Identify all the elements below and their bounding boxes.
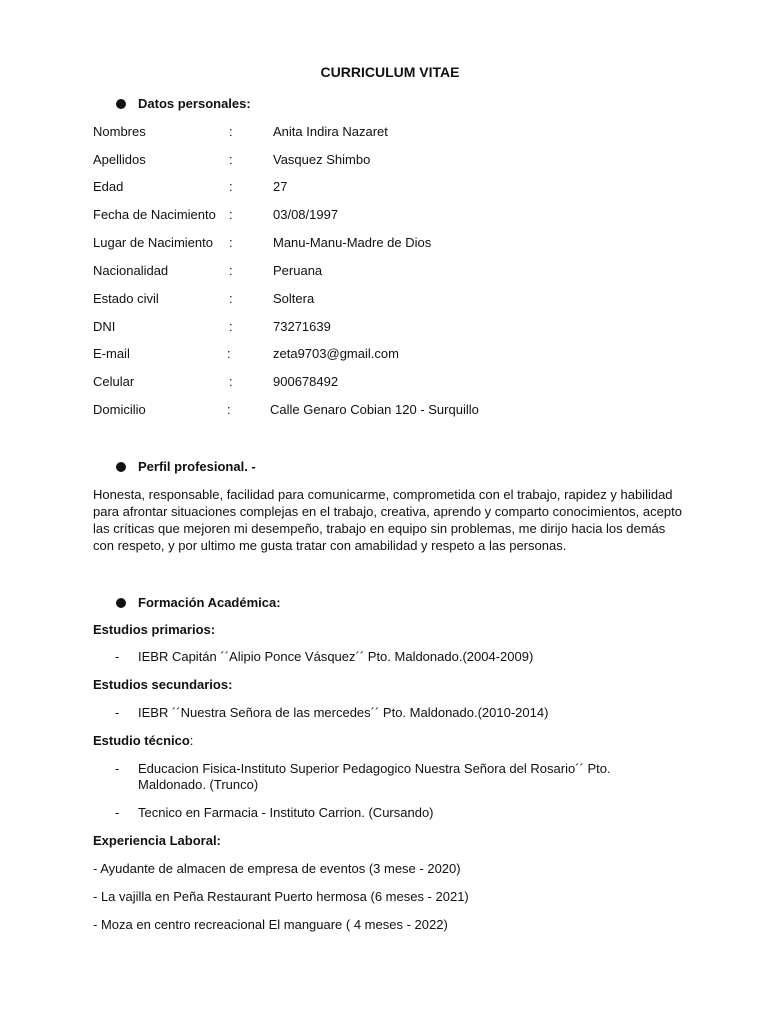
technical-studies-label: [93, 733, 193, 748]
field-label: E-mail: [93, 346, 130, 361]
technical-studies-title: Estudio técnico: [93, 733, 190, 748]
list-item-text: Tecnico en Farmacia - Instituto Carrion. (Cursando): [138, 805, 434, 820]
field-colon: :: [227, 346, 231, 361]
field-value: zeta9703@gmail.com: [273, 346, 399, 361]
primary-studies-label: Estudios primarios:: [93, 622, 216, 637]
profile-paragraph: Honesta, responsable, facilidad para comunicarme, comprometida con el trabajo, rapidez y habilidad para afrontar situaciones complejas en el trabajo, creativa, aprendo y comparto conocimientos, acepto las críticas que mejoren mi desempeño, trabajo en equipo sin problemas, me dirijo hacia los demás con respeto, y por ultimo me gusta tratar con amabilidad y respeto a las personas.: [93, 487, 682, 553]
field-label: Lugar de Nacimiento: [93, 235, 213, 250]
field-colon: :: [229, 235, 233, 250]
section-personal-heading: [116, 96, 251, 111]
personal-row-domicilio: [93, 402, 693, 420]
field-colon: :: [229, 179, 233, 194]
field-colon: :: [229, 291, 233, 306]
experience-heading: Experiencia Laboral:: [93, 833, 221, 848]
experience-item: - La vajilla en Peña Restaurant Puerto hermosa (6 meses - 2021): [93, 889, 469, 904]
section-profile-title: Perfil profesional. -: [138, 459, 256, 474]
list-item-text: Educacion Fisica-Instituto Superior Pedagogico Nuestra Señora del Rosario´´ Pto. Maldonado. (Trunco): [138, 761, 611, 792]
technical-studies-colon: :: [189, 733, 194, 748]
field-value: Manu-Manu-Madre de Dios: [273, 235, 432, 250]
field-label: Estado civil: [93, 291, 159, 306]
dash-marker: -: [115, 805, 120, 820]
field-label: Nacionalidad: [93, 263, 169, 278]
field-colon: :: [229, 319, 233, 334]
field-colon: :: [229, 152, 233, 167]
personal-row-dni: [93, 319, 693, 337]
field-value: Calle Genaro Cobian 120 - Surquillo: [270, 402, 479, 417]
personal-row-edad: [93, 179, 693, 197]
field-value: 27: [273, 179, 288, 194]
personal-row-email: [93, 346, 693, 364]
section-education-heading: [116, 595, 281, 610]
bullet-icon: [116, 99, 126, 109]
field-label: Fecha de Nacimiento: [93, 207, 216, 222]
section-personal-title: Datos personales:: [138, 96, 251, 111]
field-label: Domicilio: [93, 402, 146, 417]
document-title: CURRICULUM VITAE: [320, 64, 460, 80]
field-value: 73271639: [273, 319, 331, 334]
field-colon: :: [229, 263, 233, 278]
field-value: Anita Indira Nazaret: [273, 124, 388, 139]
experience-item: - Ayudante de almacen de empresa de eventos (3 mese - 2020): [93, 861, 461, 876]
field-value: 03/08/1997: [273, 207, 339, 222]
list-item-text: IEBR Capitán ´´Alipio Ponce Vásquez´´ Pto. Maldonado.(2004-2009): [138, 649, 534, 664]
field-colon: :: [229, 124, 233, 139]
field-value: Soltera: [273, 291, 315, 306]
field-label: Nombres: [93, 124, 146, 139]
personal-row-apellidos: [93, 152, 693, 170]
field-label: Apellidos: [93, 152, 146, 167]
field-value: Vasquez Shimbo: [273, 152, 371, 167]
dash-marker: -: [115, 761, 120, 776]
field-colon: :: [227, 402, 231, 417]
experience-item: - Moza en centro recreacional El manguare ( 4 meses - 2022): [93, 917, 448, 932]
field-value: 900678492: [273, 374, 339, 389]
field-label: Celular: [93, 374, 135, 389]
section-profile-heading: [116, 459, 256, 474]
section-education-title: Formación Académica:: [138, 595, 281, 610]
secondary-studies-label: Estudios secundarios:: [93, 677, 233, 692]
personal-row-nombres: [93, 124, 693, 142]
dash-marker: -: [115, 649, 120, 664]
bullet-icon: [116, 598, 126, 608]
field-colon: :: [229, 207, 233, 222]
personal-row-fecha-nacimiento: [93, 207, 693, 225]
personal-row-estado-civil: [93, 291, 693, 309]
field-colon: :: [229, 374, 233, 389]
field-value: Peruana: [273, 263, 323, 278]
personal-row-nacionalidad: [93, 263, 693, 281]
personal-row-celular: [93, 374, 693, 392]
bullet-icon: [116, 462, 126, 472]
field-label: DNI: [93, 319, 116, 334]
list-item-text: IEBR ´´Nuestra Señora de las mercedes´´ Pto. Maldonado.(2010-2014): [138, 705, 549, 720]
personal-row-lugar-nacimiento: [93, 235, 693, 253]
field-label: Edad: [93, 179, 124, 194]
dash-marker: -: [115, 705, 120, 720]
